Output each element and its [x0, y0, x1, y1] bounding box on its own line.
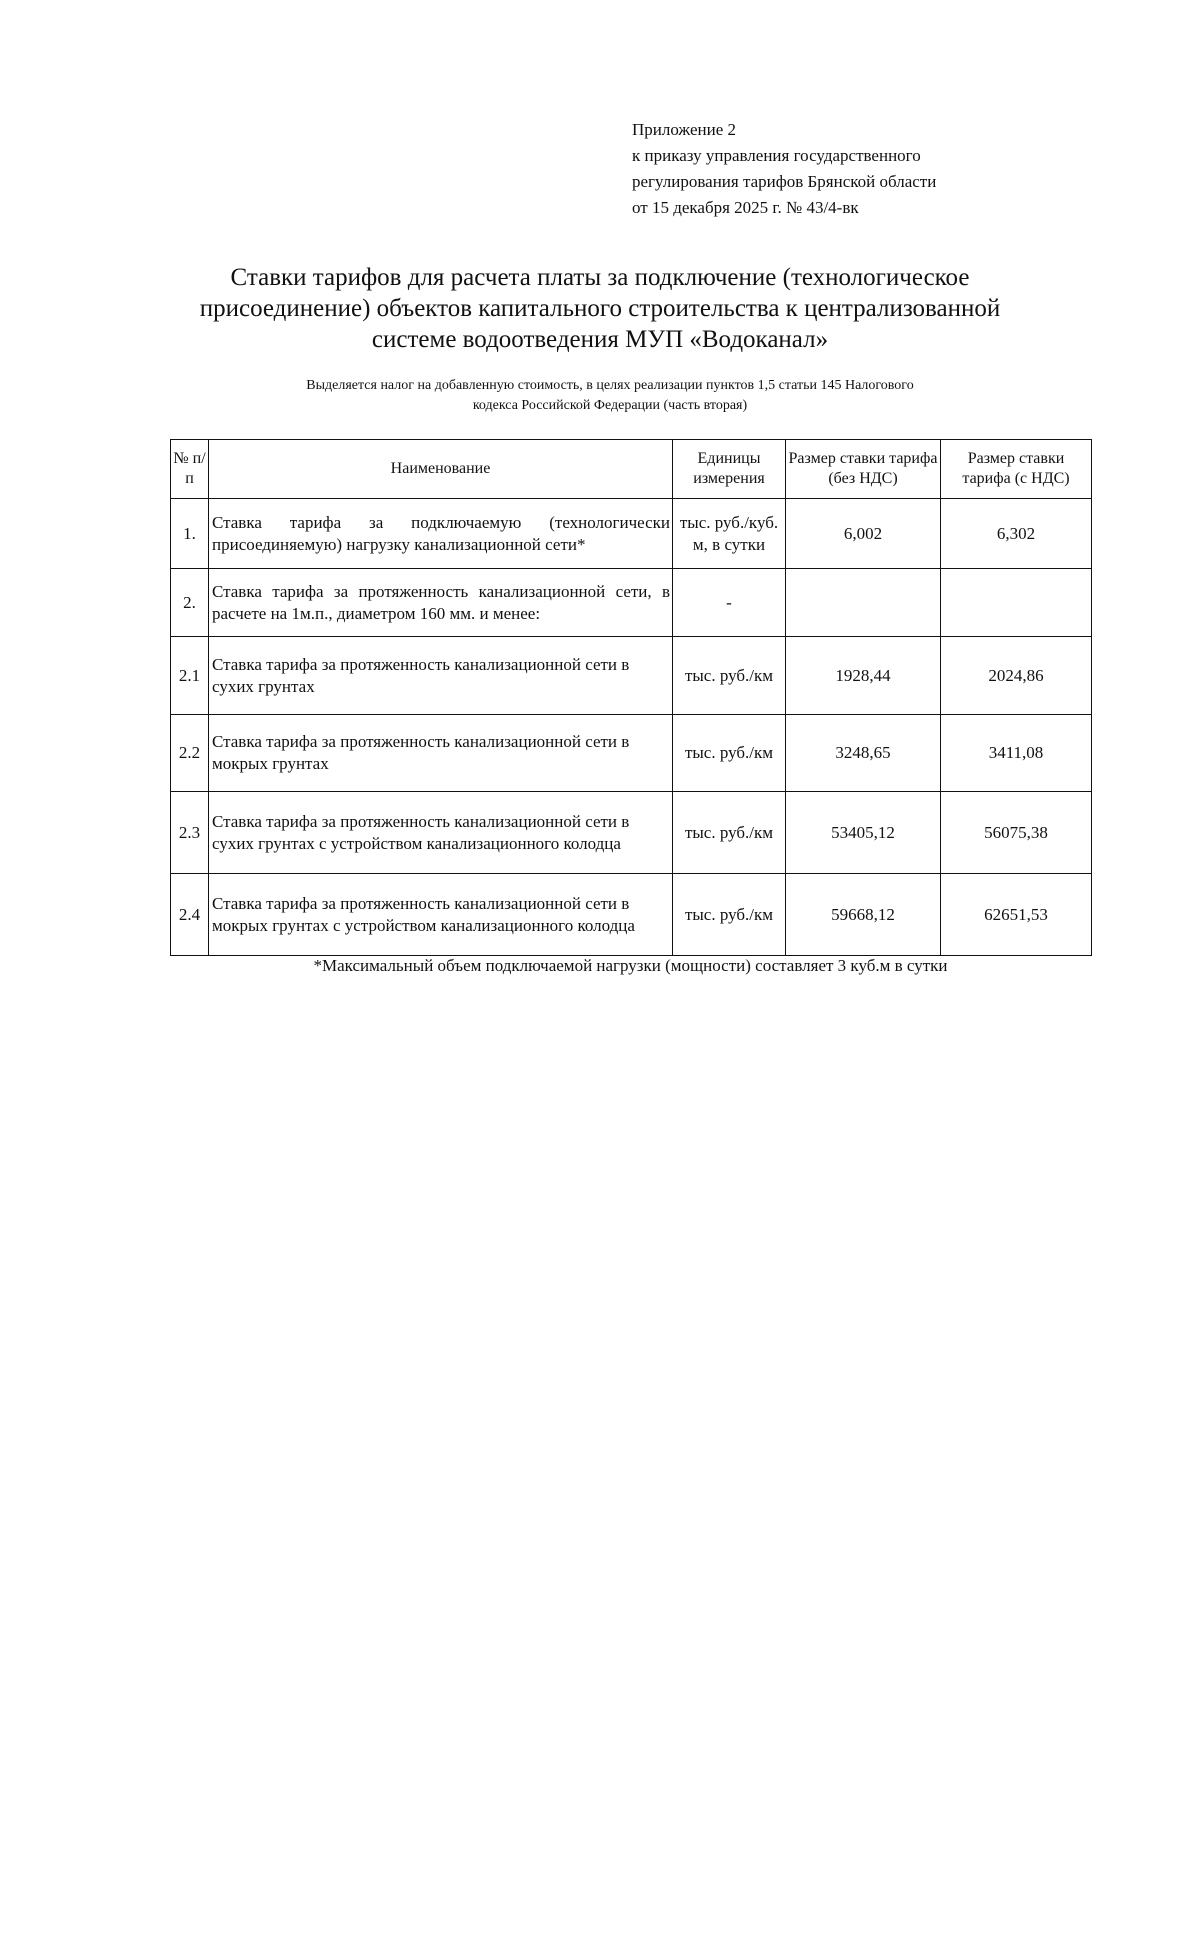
header-num: № п/п: [171, 440, 209, 499]
row-rate-no-vat: 59668,12: [786, 874, 941, 956]
row-rate-with-vat: 62651,53: [941, 874, 1092, 956]
row-name: Ставка тарифа за протяженность канализационной сети в мокрых грунтах с устройством канализационного колодца: [209, 874, 673, 956]
row-name: Ставка тарифа за протяженность канализационной сети, в расчете на 1м.п., диаметром 160 мм. и менее:: [209, 569, 673, 637]
table-row: [171, 715, 1092, 792]
row-rate-with-vat: 56075,38: [941, 792, 1092, 874]
title-line-2: присоединение) объектов капитального строительства к централизованной: [199, 295, 1001, 322]
tariff-table: [170, 439, 1092, 956]
row-rate-no-vat: 6,002: [786, 499, 941, 569]
appendix-order-line: к приказу управления государственного: [632, 146, 921, 165]
row-rate-with-vat: 3411,08: [941, 715, 1092, 792]
row-unit: тыс. руб./км: [673, 715, 786, 792]
row-rate-no-vat: 1928,44: [786, 637, 941, 715]
vat-note-line-2: кодекса Российской Федерации (часть вторая): [472, 398, 748, 413]
header-name: Наименование: [209, 440, 673, 499]
row-rate-with-vat: 6,302: [941, 499, 1092, 569]
row-unit: тыс. руб./км: [673, 637, 786, 715]
row-unit: тыс. руб./куб. м, в сутки: [673, 499, 786, 569]
row-unit: тыс. руб./км: [673, 874, 786, 956]
row-rate-with-vat: [941, 569, 1092, 637]
appendix-date-line: от 15 декабря 2025 г. № 43/4-вк: [632, 198, 859, 217]
row-num: 1.: [171, 499, 209, 569]
appendix-authority-line: регулирования тарифов Брянской области: [632, 172, 937, 191]
row-num: 2.2: [171, 715, 209, 792]
row-rate-with-vat: 2024,86: [941, 637, 1092, 715]
row-name: Ставка тарифа за протяженность канализационной сети в мокрых грунтах: [209, 715, 673, 792]
row-num: 2.4: [171, 874, 209, 956]
row-name: Ставка тарифа за протяженность канализационной сети в сухих грунтах: [209, 637, 673, 715]
row-num: 2.: [171, 569, 209, 637]
vat-note-line-1: Выделяется налог на добавленную стоимость, в целях реализации пунктов 1,5 статьи 145 Налогового: [306, 378, 914, 393]
table-row: [171, 499, 1092, 569]
table-row: [171, 569, 1092, 637]
table-row: [171, 792, 1092, 874]
table-row: [171, 874, 1092, 956]
footnote: *Максимальный объем подключаемой нагрузки (мощности) составляет 3 куб.м в сутки: [313, 956, 948, 975]
row-rate-no-vat: 3248,65: [786, 715, 941, 792]
title-line-1: Ставки тарифов для расчета платы за подключение (технологическое: [230, 264, 970, 291]
appendix-number: Приложение 2: [632, 120, 736, 139]
row-rate-no-vat: 53405,12: [786, 792, 941, 874]
row-unit: тыс. руб./км: [673, 792, 786, 874]
header-rate-no-vat: Размер ставки тарифа (без НДС): [786, 440, 941, 499]
row-name: Ставка тарифа за подключаемую (технологически присоединяемую) нагрузку канализационной сети*: [209, 499, 673, 569]
header-unit: Единицы измерения: [673, 440, 786, 499]
table-row: [171, 637, 1092, 715]
row-unit: -: [673, 569, 786, 637]
row-num: 2.1: [171, 637, 209, 715]
document-title: [140, 262, 1060, 355]
table-header-row: [171, 440, 1092, 499]
row-num: 2.3: [171, 792, 209, 874]
appendix-header: [632, 117, 1172, 221]
title-line-3: системе водоотведения МУП «Водоканал»: [371, 326, 829, 353]
header-rate-with-vat: Размер ставки тарифа (с НДС): [941, 440, 1092, 499]
row-rate-no-vat: [786, 569, 941, 637]
row-name: Ставка тарифа за протяженность канализационной сети в сухих грунтах с устройством канализационного колодца: [209, 792, 673, 874]
vat-note: [190, 376, 1030, 416]
